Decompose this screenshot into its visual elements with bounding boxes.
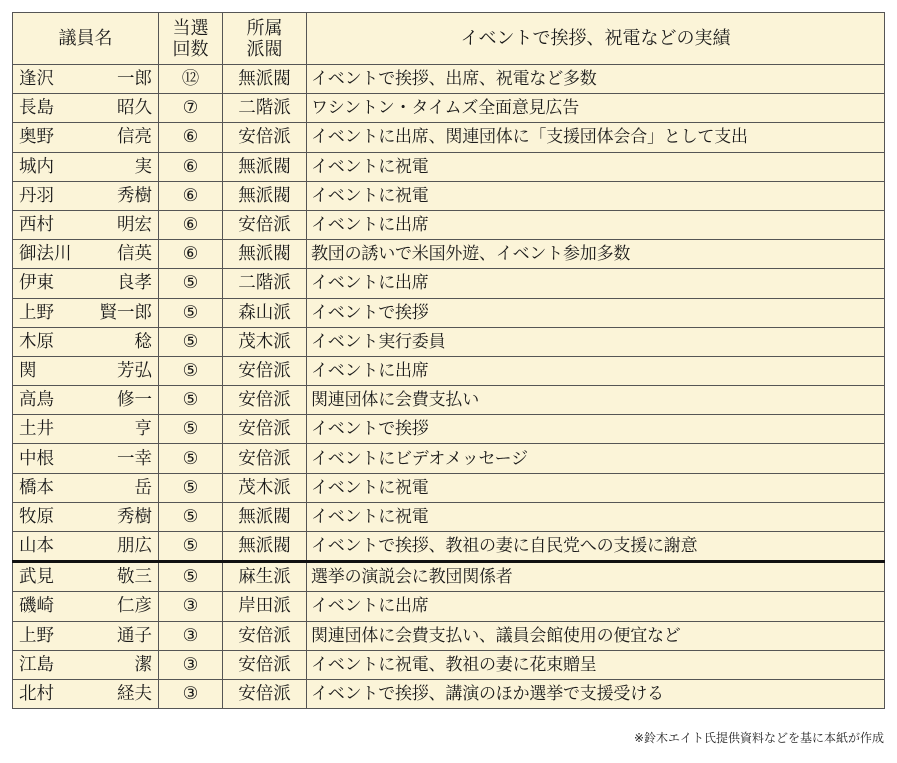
term-count: ⑤ [159,473,223,502]
legislator-surname: 奥野 [19,127,54,148]
legislator-name [13,327,159,356]
faction: 無派閥 [223,532,307,562]
legislator-name [13,473,159,502]
term-count: ⑤ [159,562,223,592]
header-faction [223,13,307,65]
table-row [13,210,885,239]
legislator-given-name: 賢一郎 [99,302,152,323]
footnote: ※鈴木エイト氏提供資料などを基に本紙が作成 [633,731,884,745]
faction: 岸田派 [223,592,307,621]
legislator-given-name: 昭久 [117,98,152,119]
term-count: ⑥ [159,210,223,239]
legislator-name [13,650,159,679]
legislator-name [13,269,159,298]
faction: 無派閥 [223,502,307,531]
legislator-given-name: 仁彦 [117,596,152,617]
faction: 安倍派 [223,386,307,415]
term-count: ⑫ [159,65,223,94]
term-count: ⑦ [159,94,223,123]
faction: 無派閥 [223,65,307,94]
legislator-given-name: 亨 [134,419,152,440]
table-row [13,621,885,650]
legislator-given-name: 修一 [117,390,152,411]
legislator-given-name: 明宏 [117,215,152,236]
term-count: ⑤ [159,502,223,531]
legislator-given-name: 芳弘 [117,360,152,381]
faction: 森山派 [223,298,307,327]
header-term-line1: 当選 [172,17,209,39]
legislator-given-name: 通子 [117,625,152,646]
header-term-line2: 回数 [172,38,209,60]
legislator-name [13,152,159,181]
table-row [13,65,885,94]
faction: 茂木派 [223,473,307,502]
record: イベント実行委員 [307,327,885,356]
table-row [13,240,885,269]
legislator-given-name: 良孝 [117,273,152,294]
term-count: ⑤ [159,327,223,356]
record: 選挙の演説会に教団関係者 [307,562,885,592]
legislator-surname: 長島 [19,98,54,119]
legislator-name [13,181,159,210]
term-count: ⑤ [159,386,223,415]
record: イベントに出席 [307,269,885,298]
record: イベントで挨拶、教祖の妻に自民党への支援に謝意 [307,532,885,562]
term-count: ⑥ [159,123,223,152]
legislator-name [13,532,159,562]
table-row [13,650,885,679]
legislator-name [13,621,159,650]
legislator-surname: 伊東 [19,273,54,294]
record: 教団の誘いで米国外遊、イベント参加多数 [307,240,885,269]
header-name: 議員名 [13,13,159,65]
table-row [13,327,885,356]
term-count: ⑥ [159,152,223,181]
legislator-name [13,94,159,123]
legislator-surname: 土井 [19,419,54,440]
legislator-surname: 逢沢 [19,69,54,90]
legislator-given-name: 稔 [134,331,152,352]
faction: 無派閥 [223,181,307,210]
legislator-surname: 武見 [19,567,54,588]
legislator-name [13,679,159,708]
table-row [13,123,885,152]
legislators-table-container [12,12,884,745]
legislator-name [13,240,159,269]
faction: 二階派 [223,94,307,123]
term-count: ⑥ [159,240,223,269]
term-count: ③ [159,650,223,679]
term-count: ⑤ [159,415,223,444]
legislator-surname: 山本 [19,536,54,557]
faction: 無派閥 [223,152,307,181]
legislator-given-name: 潔 [134,654,152,675]
faction: 安倍派 [223,444,307,473]
table-row [13,94,885,123]
table-row [13,562,885,592]
legislator-surname: 丹羽 [19,185,54,206]
header-record: イベントで挨拶、祝電などの実績 [307,13,885,65]
table-row [13,502,885,531]
record: イベントで挨拶、講演のほか選挙で支援受ける [307,679,885,708]
faction: 安倍派 [223,415,307,444]
legislator-name [13,210,159,239]
legislator-name [13,502,159,531]
table-row [13,269,885,298]
record: イベントで挨拶 [307,298,885,327]
table-row [13,679,885,708]
table-row [13,181,885,210]
legislator-surname: 上野 [19,625,54,646]
table-row [13,386,885,415]
term-count: ⑤ [159,298,223,327]
faction: 安倍派 [223,650,307,679]
legislator-surname: 牧原 [19,506,54,527]
legislator-surname: 橋本 [19,477,54,498]
faction: 安倍派 [223,210,307,239]
legislator-given-name: 秀樹 [117,506,152,527]
term-count: ⑤ [159,444,223,473]
table-row [13,152,885,181]
legislator-given-name: 経夫 [117,684,152,705]
table-row [13,356,885,385]
table-row [13,473,885,502]
table-row [13,415,885,444]
faction: 麻生派 [223,562,307,592]
term-count: ③ [159,592,223,621]
legislators-table [12,12,885,709]
legislator-name [13,562,159,592]
legislator-name [13,386,159,415]
faction: 安倍派 [223,123,307,152]
term-count: ⑤ [159,356,223,385]
legislator-given-name: 岳 [134,477,152,498]
record: イベントにビデオメッセージ [307,444,885,473]
header-faction-line1: 所属 [246,17,283,39]
legislator-name [13,298,159,327]
term-count: ⑤ [159,269,223,298]
record: 関連団体に会費支払い、議員会館使用の便宜など [307,621,885,650]
record: イベントに祝電 [307,473,885,502]
legislator-surname: 北村 [19,684,54,705]
table-row [13,592,885,621]
legislator-given-name: 朋広 [117,536,152,557]
legislator-surname: 城内 [19,156,54,177]
legislator-name [13,65,159,94]
legislator-given-name: 信亮 [117,127,152,148]
faction: 二階派 [223,269,307,298]
faction: 茂木派 [223,327,307,356]
record: イベントで挨拶 [307,415,885,444]
header-term [159,13,223,65]
record: イベントに出席 [307,356,885,385]
term-count: ③ [159,679,223,708]
legislator-surname: 関 [19,360,37,381]
faction: 無派閥 [223,240,307,269]
faction: 安倍派 [223,621,307,650]
record: ワシントン・タイムズ全面意見広告 [307,94,885,123]
legislator-name [13,356,159,385]
legislator-surname: 磯崎 [19,596,54,617]
term-count: ⑤ [159,532,223,562]
legislator-given-name: 信英 [117,244,152,265]
legislator-surname: 高鳥 [19,390,54,411]
header-faction-line2: 派閥 [246,38,283,60]
faction: 安倍派 [223,679,307,708]
legislator-given-name: 実 [134,156,152,177]
record: イベントに祝電 [307,502,885,531]
legislator-name [13,592,159,621]
legislator-name [13,444,159,473]
legislator-given-name: 秀樹 [117,185,152,206]
table-row [13,298,885,327]
legislator-name [13,123,159,152]
record: イベントに出席 [307,592,885,621]
legislator-name [13,415,159,444]
table-body [13,65,885,709]
record: イベントに出席 [307,210,885,239]
record: イベントに出席、関連団体に「支援団体会合」として支出 [307,123,885,152]
legislator-surname: 中根 [19,448,54,469]
legislator-surname: 江島 [19,654,54,675]
record: イベントに祝電、教祖の妻に花束贈呈 [307,650,885,679]
record: イベントに祝電 [307,181,885,210]
legislator-given-name: 敬三 [117,567,152,588]
term-count: ③ [159,621,223,650]
table-header-row [13,13,885,65]
legislator-given-name: 一幸 [117,448,152,469]
table-row [13,532,885,562]
faction: 安倍派 [223,356,307,385]
legislator-surname: 上野 [19,302,54,323]
legislator-surname: 御法川 [19,244,72,265]
legislator-surname: 木原 [19,331,54,352]
record: 関連団体に会費支払い [307,386,885,415]
term-count: ⑥ [159,181,223,210]
record: イベントで挨拶、出席、祝電など多数 [307,65,885,94]
legislator-surname: 西村 [19,215,54,236]
record: イベントに祝電 [307,152,885,181]
table-row [13,444,885,473]
legislator-given-name: 一郎 [117,69,152,90]
